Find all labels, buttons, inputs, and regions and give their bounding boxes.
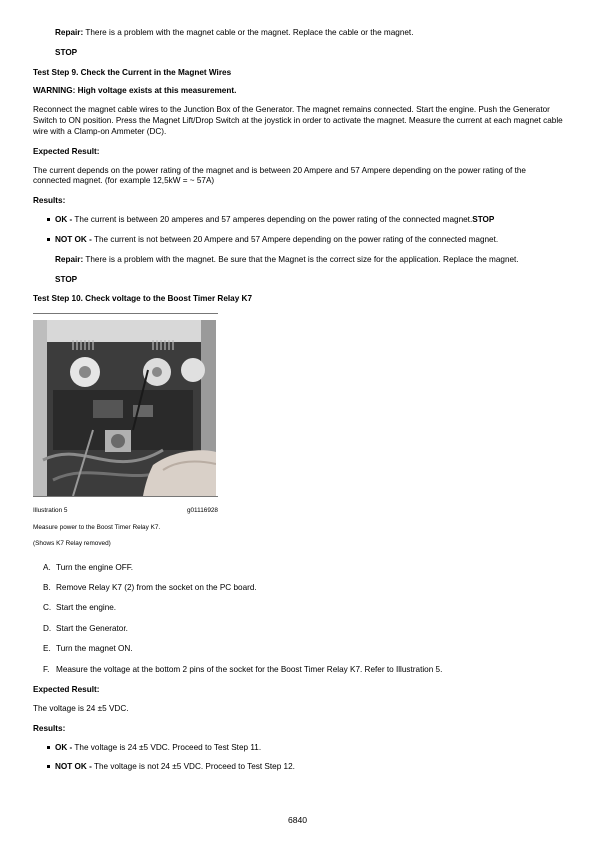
figure-note: (Shows K7 Relay removed): [33, 540, 111, 548]
step-text: Measure the voltage at the bottom 2 pins of the socket for the Boost Timer Relay K7. Refer to Illustration 5.: [56, 664, 443, 674]
step10-expected-label: Expected Result:: [33, 685, 100, 695]
stop-label-2: STOP: [55, 274, 78, 284]
procedure-step: [33, 624, 563, 635]
figure-bottom-rule: [33, 496, 218, 497]
step-text: Remove Relay K7 (2) from the socket on the PC board.: [56, 583, 257, 593]
step9-results-label: Results:: [33, 196, 66, 206]
notok-text: The current is not between 20 Ampere and 57 Ampere depending on the power rating of the connected magnet.: [91, 234, 499, 244]
step-letter: D.: [43, 623, 52, 633]
step9-result-ok: [33, 215, 563, 226]
step10-results-label: Results:: [33, 723, 66, 733]
step10-result-ok: [33, 743, 563, 754]
repair-block-1: [55, 28, 563, 39]
figure-caption: Measure power to the Boost Timer Relay K7.: [33, 523, 161, 531]
notok-text: The voltage is not 24 ±5 VDC. Proceed to Test Step 12.: [91, 762, 295, 772]
figure-caption-row: [33, 503, 218, 515]
ok-label: OK -: [55, 215, 73, 225]
step-text: Start the Generator.: [56, 623, 128, 633]
ok-text: The voltage is 24 ±5 VDC. Proceed to Test Step 11.: [72, 742, 262, 752]
repair-text: There is a problem with the magnet cable or the magnet. Replace the cable or the magnet.: [83, 28, 414, 37]
repair-label: Repair:: [55, 28, 84, 37]
repair-label: Repair:: [55, 254, 84, 264]
step-letter: A.: [43, 562, 51, 572]
procedure-step: [33, 563, 563, 574]
figure-code: g01116928: [186, 507, 218, 515]
step10-result-notok: [33, 762, 563, 773]
step9-results-list: [33, 215, 563, 246]
ok-text: The current is between 20 amperes and 57 amperes depending on the power rating of the connected magnet.: [72, 215, 473, 225]
step-letter: B.: [43, 583, 51, 593]
step10-expected-text: The voltage is 24 ±5 VDC.: [33, 703, 129, 713]
step9-warning: WARNING: High voltage exists at this measurement.: [33, 86, 237, 96]
procedure-step: [33, 644, 563, 655]
notok-label: NOT OK -: [55, 762, 92, 772]
step10-procedure-list: [33, 563, 563, 676]
repair-block-2: [55, 255, 563, 266]
step9-expected-label: Expected Result:: [33, 146, 100, 156]
step10-results-list: [33, 743, 563, 774]
step-letter: C.: [43, 603, 52, 613]
step-letter: E.: [43, 644, 51, 654]
figure-top-rule: [33, 313, 218, 314]
ok-label: OK -: [55, 742, 73, 752]
page-number: 6840: [287, 815, 308, 825]
step9-heading: Test Step 9. Check the Current in the Magnet Wires: [33, 67, 232, 77]
illustration-figure: [33, 313, 218, 548]
document-page: [33, 28, 563, 782]
step-text: Start the engine.: [56, 603, 117, 613]
step9-result-notok: [33, 235, 563, 246]
step-letter: F.: [43, 664, 50, 674]
repair-text: There is a problem with the magnet. Be sure that the Magnet is the correct size for the application. Replace the magnet.: [83, 254, 519, 264]
figure-label: Illustration 5: [33, 507, 68, 515]
step-text: Turn the magnet ON.: [56, 644, 133, 654]
step10-heading: Test Step 10. Check voltage to the Boost Timer Relay K7: [33, 294, 253, 304]
notok-label: NOT OK -: [55, 234, 92, 244]
step9-expected-text: The current depends on the power rating of the magnet and is between 20 Ampere and 57 Ampere depending on the power rating of the connected magnet. (for example 12,5kW = ~ 57A): [33, 165, 526, 186]
procedure-step: [33, 583, 563, 594]
procedure-step: [33, 665, 563, 676]
step-text: Turn the engine OFF.: [56, 562, 134, 572]
stop-label-1: STOP: [55, 47, 78, 57]
relay-photo: [33, 320, 216, 496]
procedure-step: [33, 603, 563, 614]
step9-body: Reconnect the magnet cable wires to the Junction Box of the Generator. The magnet remains connected. Start the engine. Push the Generator Switch to ON position. Press the Magnet Lift/Drop Switch at the joystick in order to activate the magnet. Measure the current at each magnet cable wire with a Clamp-on Ammeter (DC).: [33, 105, 563, 136]
ok-stop: STOP: [472, 215, 495, 225]
